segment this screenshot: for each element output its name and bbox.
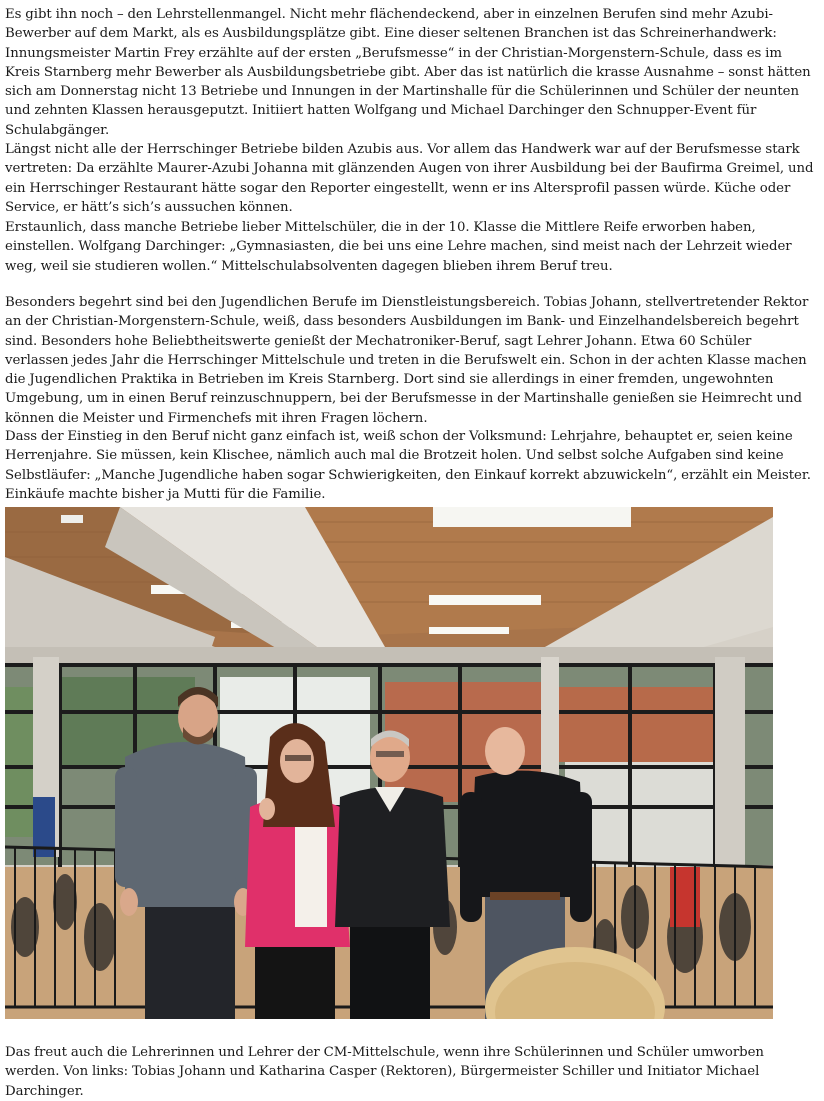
article-paragraph: Dass der Einstieg in den Beruf nicht ganz einfach ist, weiß schon der Volksmund: Lehrjahre, behauptet er, seien keine Herrenjahre. Sie müssen, kein Klischee, nämlich auch mal die Brotzeit holen. Und selbst solche Aufgaben sind keine Selbstläufer: „Manche Jugendliche haben sogar Schwierigkeiten, den Einkauf korrekt abzuwickeln“, erzählt ein Meister. Einkäufe machte bisher ja Mutti für die Familie. xyxy=(5,429,811,502)
article-photo xyxy=(5,507,773,1019)
article-paragraph: Erstaunlich, dass manche Betriebe lieber Mittelschüler, die in der 10. Klasse die Mittlere Reife erworben haben, einstellen. Wolfgang Darchinger: „Gymnasiasten, die bei uns eine Lehre machen, sind meist nach der Lehrzeit wieder weg, weil sie studieren wollen.“ Mittelschulabsolventen dagegen blieben ihrem Beruf treu. xyxy=(5,220,792,274)
article-paragraph: Längst nicht alle der Herrschinger Betriebe bilden Azubis aus. Vor allem das Handwerk war auf der Berufsmesse stark vertreten: Da erzählte Maurer-Azubi Johanna mit glänzenden Augen von ihrer Ausbildung bei der Baufirma Greimel, und ein Herrschinger Restaurant hätte sogar den Reporter eingestellt, wenn er ins Altersprofil passen würde. Küche oder Service, er hätt’s sich’s aussuchen können. xyxy=(5,142,814,215)
article-paragraph: Es gibt ihn noch – den Lehrstellenmangel. Nicht mehr flächendeckend, aber in einzelnen Berufen sind mehr Azubi-Bewerber auf dem Markt, als es Ausbildungsplätze gibt. Eine dieser seltenen Branchen ist das Schreinerhandwerk: Innungsmeister Martin Frey erzählte auf der ersten „Berufsmesse“ in der Christian-Morgenstern-Schule, dass es im Kreis Starnberg mehr Bewerber als Ausbildungsbetriebe gibt. Aber das ist natürlich die krasse Ausnahme – sonst hätten sich am Donnerstag nicht 13 Betriebe und Innungen in der Martinshalle für die Schülerinnen und Schüler der neunten und zehnten Klassen herausgeputzt. Initiiert hatten Wolfgang und Michael Darchinger den Schnupper-Event für Schulabgänger. xyxy=(5,7,811,138)
photo-caption: Das freut auch die Lehrerinnen und Lehrer der CM-Mittelschule, wenn ihre Schülerinnen und Schüler umworben werden. Von links: Tobias Johann und Katharina Casper (Rektoren), Bürgermeister Schiller und Initiator Michael Darchinger. xyxy=(5,1045,764,1099)
article-paragraph: Besonders begehrt sind bei den Jugendlichen Berufe im Dienstleistungsbereich. Tobias Johann, stellvertretender Rektor an der Christian-Morgenstern-Schule, weiß, dass besonders Ausbildungen im Bank- und Einzelhandelsbereich begehrt sind. Besonders hohe Beliebtheitswerte genießt der Mechatroniker-Beruf, sagt Lehrer Johann. Etwa 60 Schüler verlassen jedes Jahr die Herrschinger Mittelschule und treten in die Berufswelt ein. Schon in der achten Klasse machen die Jugendlichen Praktika in Betrieben im Kreis Starnberg. Dort sind sie allerdings in einer fremden, ungewohnten Umgebung, um in einen Beruf reinzuschnuppern, bei der Berufsmesse in der Martinshalle genießen sie Heimrecht und können die Meister und Firmenchefs mit ihren Fragen löchern. xyxy=(5,295,809,426)
